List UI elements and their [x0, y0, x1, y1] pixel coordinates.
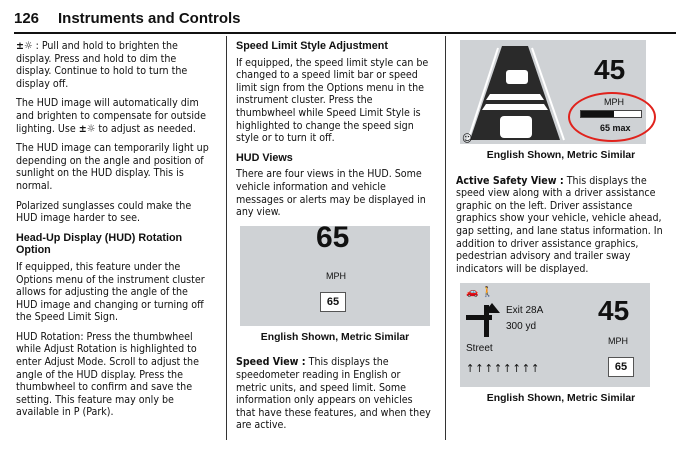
navigation-view-figure — [460, 283, 650, 387]
paragraph: Active Safety View : This displays the speed view along with a driver assistance graphic on the left. Driver assistance graphics show your vehicle, vehicle ahead, gap setting, and lane status information. In addition to driver assistance graphics, pedestrian advisory and trailer sway indicators will be displayed. — [456, 174, 663, 275]
heading-rotation: Head-Up Display (HUD) Rotation Option — [16, 231, 183, 257]
speed-limit-value: 65 max — [600, 123, 631, 133]
column-1 — [16, 40, 212, 426]
column-2 — [236, 40, 434, 439]
brightness-icon: ±☼ — [16, 40, 33, 52]
speed-unit: MPH — [604, 97, 624, 107]
column-divider-1 — [226, 36, 227, 440]
speed-limit-sign: 65 — [320, 292, 346, 312]
paragraph: If equipped, this feature under the Options menu of the instrument cluster allows for adjusting the angle of the HUD image and changing or turning off the Speed Limit Sign. — [16, 260, 205, 324]
vehicle-ahead-icon — [506, 70, 528, 84]
heading-speed-limit-style: Speed Limit Style Adjustment — [236, 40, 388, 52]
paragraph: Speed View : This displays the speedometer reading in English or metric units, and speed limit. Some information only appears on vehicles that have these features, and when they are active. — [236, 356, 431, 432]
driver-assist-status-icons: 🚗 🚶 — [466, 287, 494, 299]
page-number: 126 — [14, 10, 40, 27]
figure-caption: English Shown, Metric Similar — [486, 150, 636, 161]
speed-readout: 45 — [594, 54, 626, 85]
paragraph: Polarized sunglasses could make the HUD image harder to see. — [16, 199, 192, 225]
paragraph: The HUD image will automatically dim and brighten to compensate for outside lighting. Use ±☼ to adjust as needed. — [16, 97, 206, 135]
paragraph: HUD Rotation: Press the thumbwheel while Adjust Rotation is highlighted to enter Adjust Mode. Scroll to adjust the angle of the HUD display. Press the thumbwheel to confirm and save the setting. This feature may only be available in P (Park). — [16, 330, 199, 419]
section-title: Instruments and Controls — [58, 10, 241, 27]
lane-guidance-icons: ↑↑↑↑↑↑↑↑ — [466, 362, 541, 376]
paragraph: If equipped, the speed limit style can be changed to a speed limit bar or speed limit sign from the Options menu in the instrument cluster. Press the thumbwheel while Speed Limit Style is highlighted to change the speed sign style or to turn it off. — [236, 56, 429, 145]
paragraph: The HUD image can temporarily light up depending on the angle and position of sunlight on the HUD display. This is normal. — [16, 142, 209, 192]
exit-label: Exit 28A — [506, 305, 544, 317]
paragraph: ±☼ : Pull and hold to brighten the display. Press and hold to dim the display. Continue to hold to turn the display off. — [16, 40, 188, 90]
speed-readout: 45 — [598, 295, 630, 327]
speed-readout: 65 — [316, 220, 350, 254]
driver-assist-graphic — [460, 40, 570, 144]
figure-caption: English Shown, Metric Similar — [260, 331, 410, 343]
distance-label: 300 yd — [506, 321, 537, 333]
gap-setting-bar — [482, 104, 548, 110]
column-divider-2 — [445, 36, 446, 440]
column-3 — [456, 40, 666, 418]
brightness-icon: ±☼ — [78, 122, 96, 135]
street-label: Street — [466, 343, 493, 355]
turn-arrow-icon — [462, 299, 502, 337]
pedestrian-icon: ☺ — [462, 132, 473, 144]
paragraph: There are four views in the HUD. Some vehicle information and vehicle messages or alerts may be displayed in any view. — [236, 168, 426, 219]
highlight-circle — [568, 92, 656, 142]
page-header — [14, 6, 676, 34]
speed-limit-sign: 65 — [608, 357, 634, 377]
figure-caption: English Shown, Metric Similar — [486, 393, 636, 405]
speed-unit: MPH — [608, 336, 628, 347]
gap-setting-bar — [486, 94, 544, 100]
heading-hud-views: HUD Views — [236, 151, 293, 164]
own-vehicle-icon — [500, 116, 532, 138]
active-safety-figure — [460, 40, 646, 144]
speed-unit: MPH — [326, 270, 346, 281]
speed-view-figure — [240, 220, 430, 326]
